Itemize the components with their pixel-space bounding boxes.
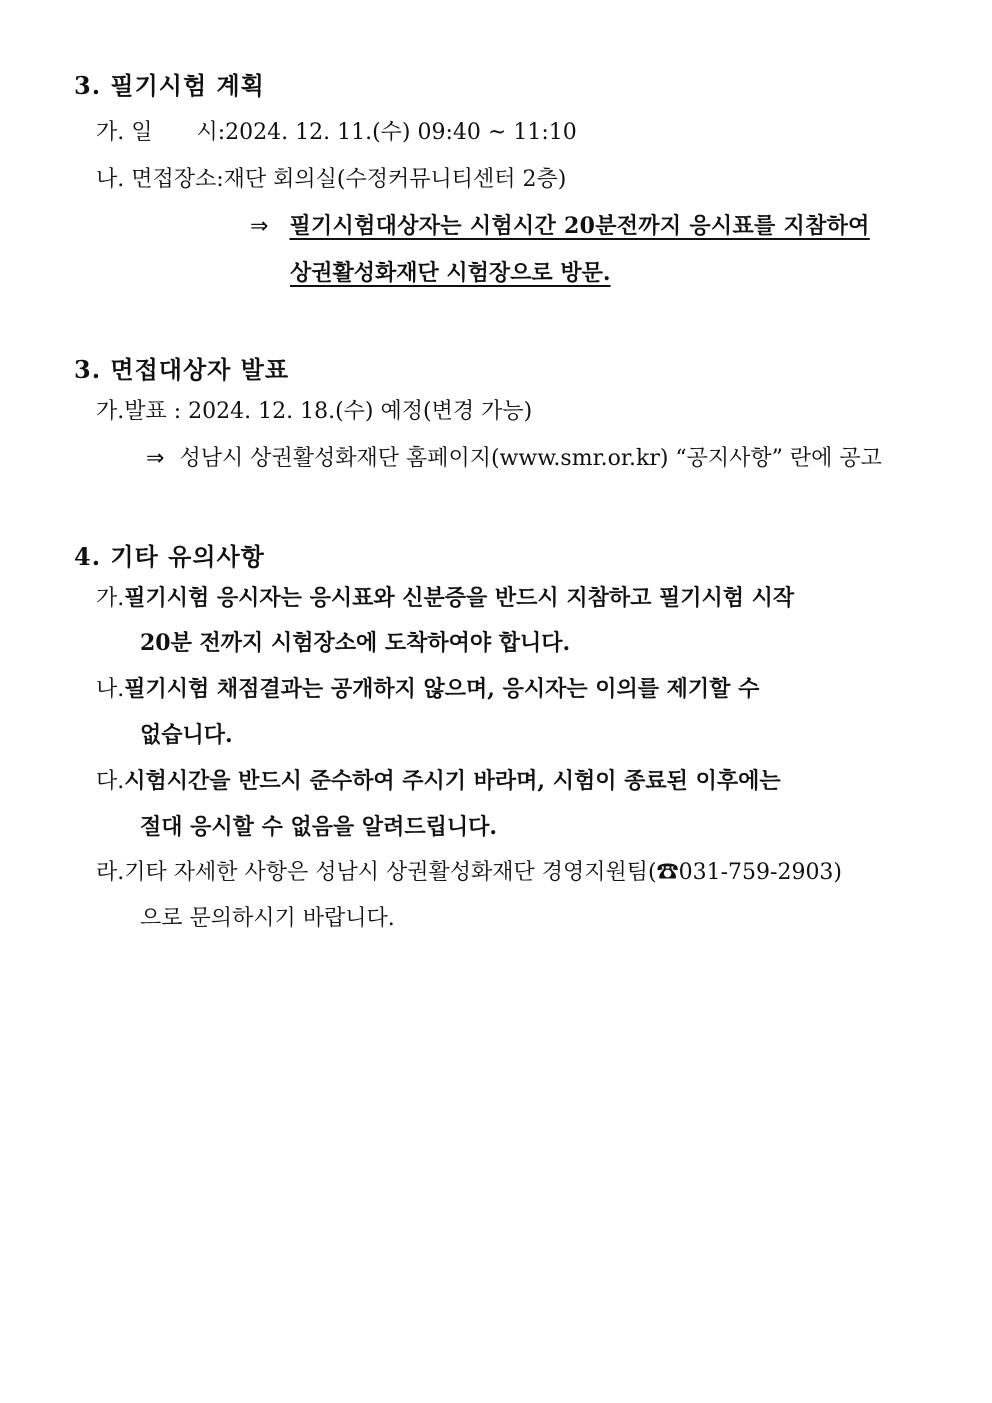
announce-item-label: 가.	[96, 399, 125, 424]
section-title-notes: 4. 기타 유의사항	[74, 542, 265, 571]
exam-place-value: 재단 회의실(수정커뮤니티센터 2층)	[223, 167, 567, 192]
note-item-4-line-2: 으로 문의하시기 바랍니다.	[140, 906, 395, 931]
note-item-3-line-2: 절대 응시할 수 없음을 알려드립니다.	[140, 814, 498, 840]
note-item-2-label: 나.	[96, 677, 125, 702]
arrow-icon: ⇒	[250, 214, 269, 239]
note-item-1-line-2: 20분 전까지 시험장소에 도착하여야 합니다.	[140, 630, 571, 656]
exam-date-label: 가. 일 시:	[96, 120, 226, 145]
arrow-icon: ⇒	[146, 446, 165, 471]
exam-notice-line-2: 상권활성화재단 시험장으로 방문.	[290, 260, 611, 286]
exam-notice-line-1: 필기시험대상자는 시험시간 20분전까지 응시표를 지참하여	[289, 213, 870, 239]
announce-date-row	[96, 397, 532, 427]
note-item-3-label: 다.	[96, 769, 125, 794]
exam-place-row	[96, 165, 566, 195]
exam-date-value: 2024. 12. 11.(수) 09:40 ~ 11:10	[225, 120, 577, 145]
note-item-4-label: 라.	[96, 860, 125, 885]
note-item-1-line-1: 필기시험 응시자는 응시표와 신분증을 반드시 지참하고 필기시험 시작	[124, 585, 795, 611]
note-item-2-line-2: 없습니다.	[140, 722, 233, 748]
note-item-4	[96, 858, 842, 888]
announce-homepage-text: 성남시 상권활성화재단 홈페이지(www.smr.or.kr) “공지사항” 란에 공고	[179, 446, 882, 471]
section-title-announcement: 3. 면접대상자 발표	[74, 355, 290, 384]
exam-date-row	[96, 118, 577, 148]
exam-notice-row-2	[290, 258, 611, 289]
note-item-2-line-1: 필기시험 채점결과는 공개하지 않으며, 응시자는 이의를 제기할 수	[124, 676, 760, 702]
section-title-exam-plan: 3. 필기시험 계획	[74, 71, 265, 100]
note-item-1-label: 가.	[96, 586, 125, 611]
exam-notice-row-1	[250, 211, 870, 242]
announce-arrow-row	[146, 444, 882, 474]
note-item-3	[96, 766, 781, 797]
note-item-2	[96, 674, 759, 705]
note-item-4-line-1: 기타 자세한 사항은 성남시 상권활성화재단 경영지원팀(☎031-759-2903)	[124, 860, 843, 885]
announce-date-text: 발표 : 2024. 12. 18.(수) 예정(변경 가능)	[124, 399, 533, 424]
note-item-1	[96, 583, 794, 614]
note-item-3-line-1: 시험시간을 반드시 준수하여 주시기 바라며, 시험이 종료된 이후에는	[124, 768, 781, 794]
exam-place-label: 나. 면접장소:	[96, 167, 224, 192]
